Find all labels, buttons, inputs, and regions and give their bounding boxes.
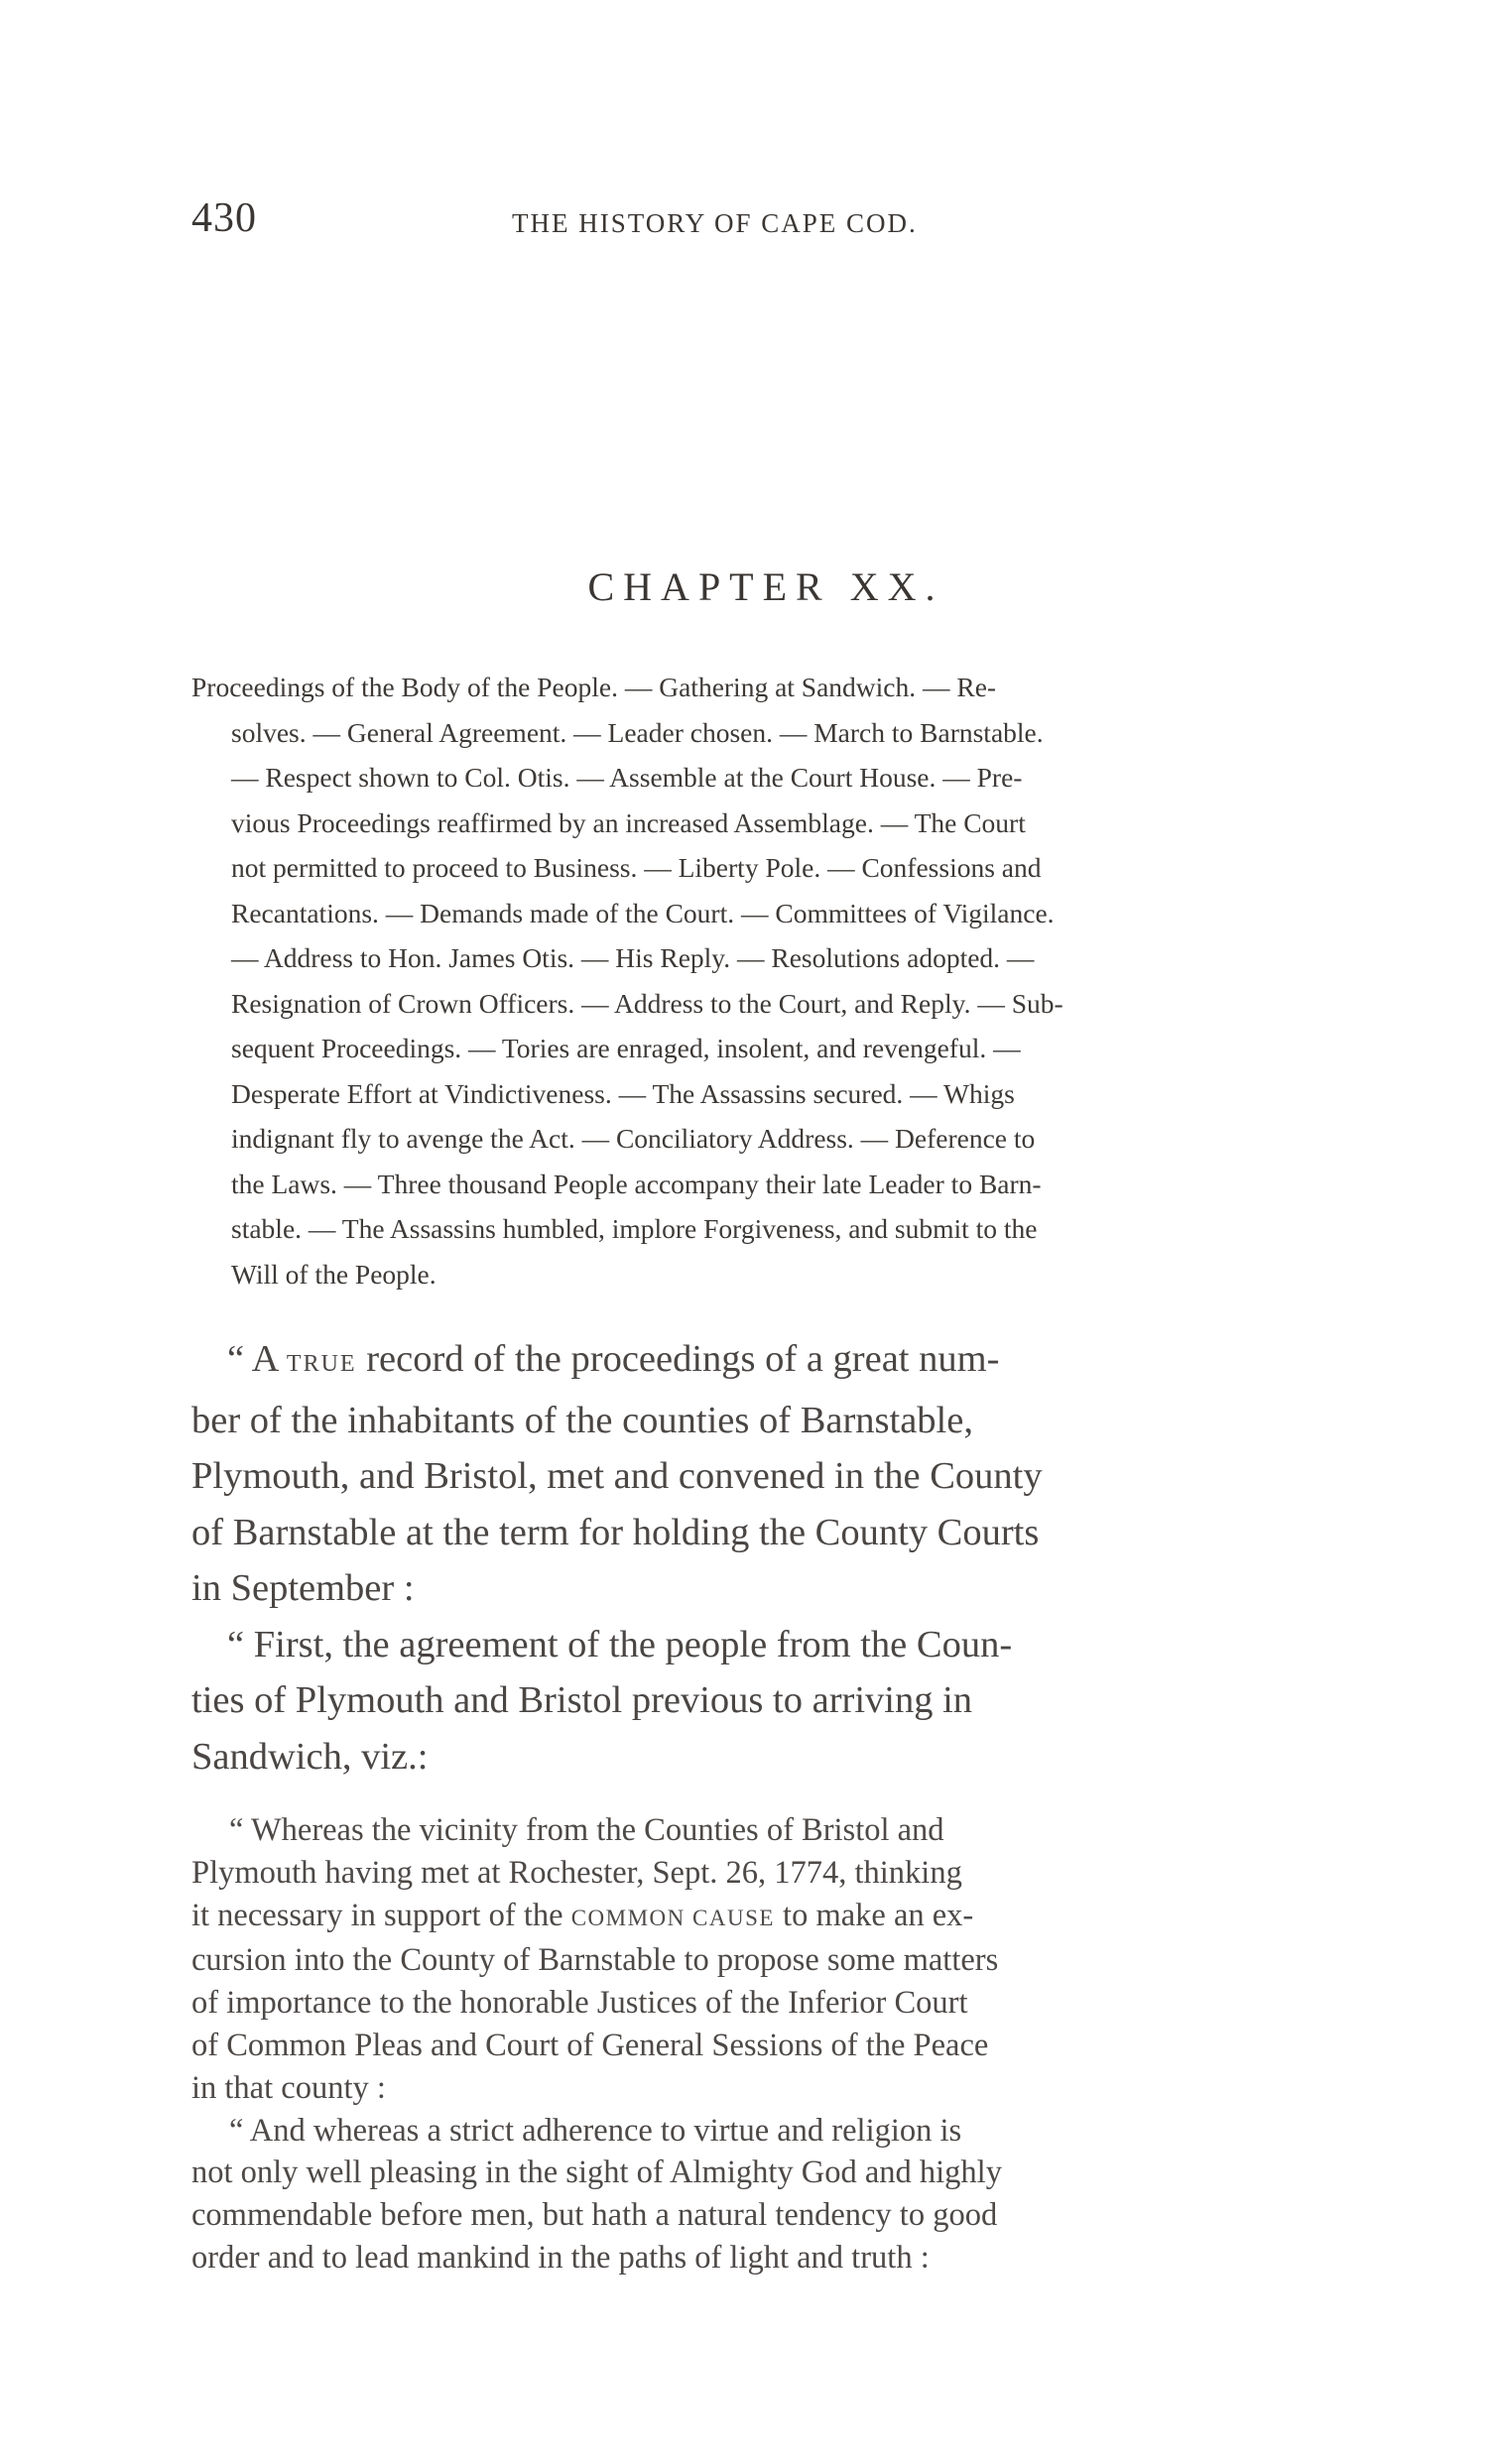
small-caps-phrase: COMMON CAUSE [570,1905,775,1930]
body-line: Sandwich, viz.: [191,1735,429,1778]
opening-quote: “ A [227,1338,287,1380]
synopsis-line: not permitted to proceed to Business. — Liberty Pole. — Confessions and [231,852,1042,883]
extract-line: commendable before men, but hath a natural tendency to good [191,2197,998,2234]
quoted-extract [191,1809,1330,2279]
synopsis-line: Proceedings of the Body of the People. — Gathering at Sandwich. — Re- [191,672,997,702]
extract-line-text: it necessary in support of the [191,1897,571,1933]
running-title: THE HISTORY OF CAPE COD. [512,208,918,238]
chapter-heading: CHAPTER XX. [587,564,944,609]
body-line: “ First, the agreement of the people from the Coun- [227,1623,1013,1665]
extract-line: “ And whereas a strict adherence to virtue and religion is [229,2112,962,2149]
extract-line: of Common Pleas and Court of General Sessions of the Peace [191,2027,989,2063]
body-text [191,1331,1330,1785]
extract-line-text: to make an ex- [774,1897,974,1933]
synopsis-line: solves. — General Agreement. — Leader chosen. — March to Barnstable. [231,716,1044,748]
extract-line: “ Whereas the vicinity from the Counties of Bristol and [229,1812,944,1848]
synopsis-line: Resignation of Crown Officers. — Address to the Court, and Reply. — Sub- [231,987,1063,1019]
small-caps-word: TRUE [286,1351,357,1377]
synopsis-line: Recantations. — Demands made of the Court. — Committees of Vigilance. [231,897,1055,928]
body-line: ties of Plymouth and Bristol previous to arriving in [191,1679,973,1721]
chapter-synopsis [191,665,1330,1296]
synopsis-line: Desperate Effort at Vindictiveness. — The Assassins secured. — Whigs [231,1077,1015,1109]
synopsis-line: Will of the People. [231,1258,437,1290]
synopsis-line: indignant fly to avenge the Act. — Conciliatory Address. — Deference to [231,1123,1036,1154]
extract-line: in that county : [191,2069,386,2106]
synopsis-line: — Respect shown to Col. Otis. — Assemble at the Court House. — Pre- [231,762,1023,793]
extract-line: cursion into the County of Barnstable to propose some matters [191,1942,999,1979]
body-line: ber of the inhabitants of the counties of Barnstable, [191,1399,973,1441]
extract-line: not only well pleasing in the sight of Almighty God and highly [191,2155,1002,2191]
body-line: of Barnstable at the term for holding the County Courts [191,1511,1040,1553]
page-number: 430 [191,195,257,241]
synopsis-line: stable. — The Assassins humbled, implore Forgiveness, and submit to the [231,1213,1038,1244]
synopsis-line: sequent Proceedings. — Tories are enraged, insolent, and revengeful. — [231,1033,1021,1063]
extract-line: Plymouth having met at Rochester, Sept. 26, 1774, thinking [191,1854,962,1891]
extract-line [191,1895,1330,1940]
body-line: in September : [191,1567,415,1609]
extract-line: order and to lead mankind in the paths of light and truth : [191,2239,930,2276]
synopsis-line: — Address to Hon. James Otis. — His Reply. — Resolutions adopted. — [231,942,1035,973]
synopsis-line: vious Proceedings reaffirmed by an increased Assemblage. — The Court [231,806,1026,838]
body-line-text: record of the proceedings of a great num- [356,1338,1000,1380]
extract-line: of importance to the honorable Justices of the Inferior Court [191,1985,968,2022]
synopsis-line: the Laws. — Three thousand People accompany their late Leader to Barn- [231,1168,1042,1199]
body-line [191,1331,1330,1393]
body-line: Plymouth, and Bristol, met and convened in the County [191,1455,1043,1497]
